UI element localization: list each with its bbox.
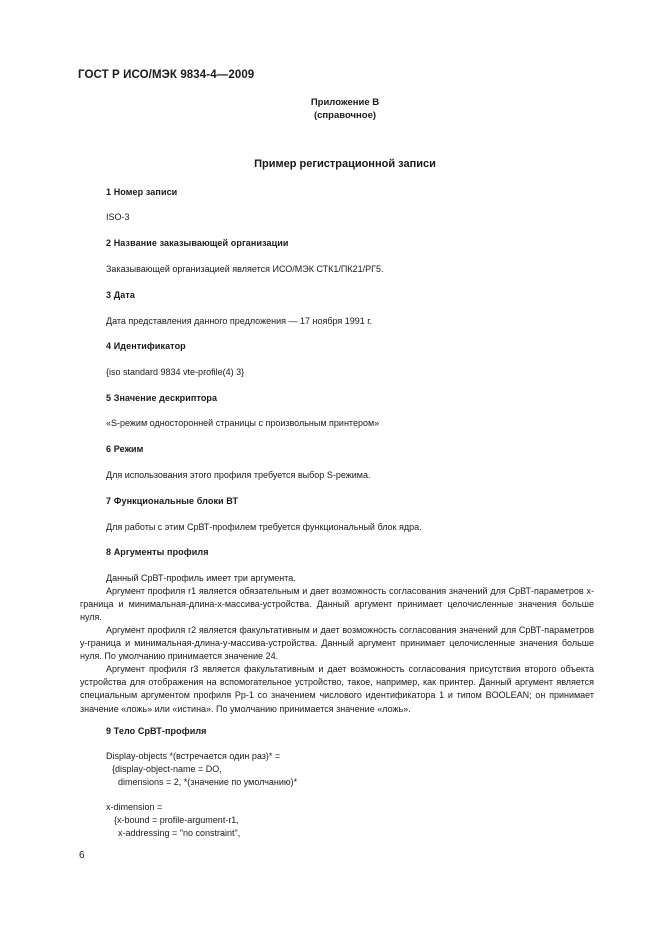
code-line: {x-bound = profile-argument-r1, (114, 815, 239, 825)
section-text-1: ISO-3 (106, 212, 130, 222)
code-line: x-addressing = "no constraint", (118, 828, 241, 838)
appendix-label: Приложение В (310, 97, 380, 108)
code-line: dimensions = 2, *(значение по умолчанию)* (118, 777, 298, 787)
section-heading-8: 8 Аргументы профиля (106, 547, 209, 557)
section-heading-9: 9 Тело СрВТ-профиля (106, 726, 207, 736)
section-heading-2: 2 Название заказывающей организации (106, 238, 289, 248)
section-heading-5: 5 Значение дескриптора (106, 393, 218, 403)
page-number: 6 (79, 850, 85, 861)
code-line: x-dimension = (106, 802, 163, 812)
section-text-3: Дата представления данного предложения — 17 ноября 1991 г. (106, 316, 372, 326)
section-heading-7: 7 Функциональные блоки ВТ (106, 496, 239, 506)
section-text-4: {iso standard 9834 vte-profile(4) 3} (106, 367, 245, 377)
section-text-2: Заказывающей организацией является ИСО/МЭК СТК1/ПК21/РГ5. (106, 264, 384, 274)
section-8-paragraph-4: Аргумент профиля r3 является факультативным и дает возможность согласования присутствия второго объекта устройства для отображения на вспомогательное устройство, такое, например, как принтер. Данный аргумент является специальным аргументом профиля Pp-1 со значением числового идентификатора 1 и типом BOOLEAN; он принимает значение «ложь» или «истина». По умолчанию принимается значение «ложь». (80, 664, 594, 714)
section-heading-1: 1 Номер записи (106, 187, 178, 197)
code-line: Display-objects *(встречается один раз)* = (106, 751, 281, 761)
section-8-paragraph-2: Аргумент профиля r1 является обязательным и дает возможность согласования значений для СрВТ-параметров x-граница и минимальная-длина-x-массива-устройства. Данный аргумент принимает целочисленные значения больше нуля. (80, 586, 594, 623)
standard-header: ГОСТ Р ИСО/МЭК 9834-4—2009 (78, 69, 255, 81)
section-text-5: «S-режим односторонней страницы с произвольным принтером» (106, 418, 380, 428)
page-title: Пример регистрационной записи (254, 158, 436, 170)
section-heading-6: 6 Режим (106, 444, 144, 454)
section-8-paragraph-3: Аргумент профиля r2 является факультативным и дает возможность согласования значений для СрВТ-параметров y-граница и минимальная-длина-y-массива-устройства. Данный аргумент принимает целочисленные значения больше нуля. По умолчанию принимается значение 24. (80, 625, 594, 662)
section-heading-3: 3 Дата (106, 290, 135, 300)
section-heading-4: 4 Идентификатор (106, 341, 186, 351)
code-line: {display-object-name = DO, (112, 764, 222, 774)
section-text-7: Для работы с этим СрВТ-профилем требуется функциональный блок ядра. (106, 522, 422, 532)
section-text-6: Для использования этого профиля требуется выбор S-режима. (106, 470, 371, 480)
section-8-paragraph-1: Данный СрВТ-профиль имеет три аргумента. (106, 573, 296, 583)
appendix-note: (справочное) (313, 110, 377, 121)
